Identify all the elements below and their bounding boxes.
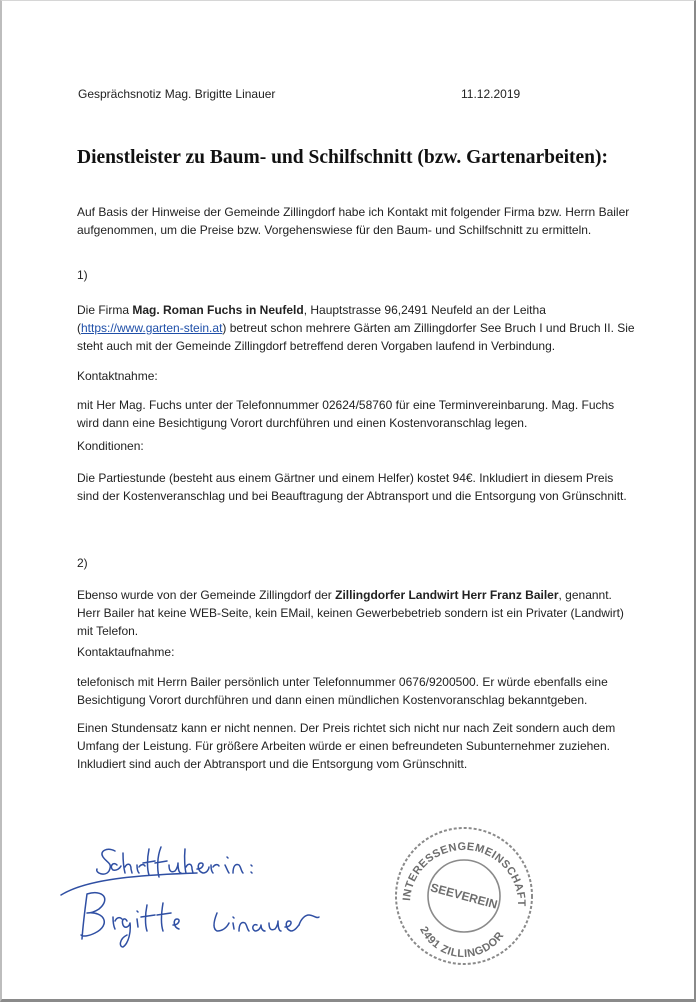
section-2-text-post: , genannt. Herr Bailer hat keine WEB-Seite, kein EMail, keinen Gewerbebetrieb sondern ist ein Privater (Landwirt) mit Telefon.: [77, 588, 624, 638]
firm-name: Mag. Roman Fuchs in Neufeld: [132, 303, 304, 317]
club-seal-stamp: [388, 821, 536, 971]
firm-intro-text: Die Firma: [77, 303, 133, 317]
section-2-contact-heading: Kontaktaufnahme:: [77, 645, 175, 659]
svg-text:INTERESSENGEMEINSCHAFT: INTERESSENGEMEINSCHAFT: [401, 840, 528, 907]
link-paren-open: (: [77, 321, 81, 335]
section-2-text-pre: Ebenso wurde von der Gemeinde Zillingdorf der: [77, 588, 336, 602]
section-2-rate-text: Einen Stundensatz kann er nicht nennen. Der Preis richtet sich nicht nur nach Zeit sondern auch dem Umfang der Leistung. Für größere Arbeiten würde er einen befreundeten Subunternehmer zuziehen. Inkludiert sind auch der Abtransport und die Entsorgung vom Grünschnitt.: [77, 721, 616, 771]
section-2-paragraph: [77, 586, 637, 640]
section-1-number: 1): [77, 268, 88, 282]
section-1-contact-heading: Kontaktnahme:: [77, 369, 158, 383]
link-paren-close: ): [222, 321, 227, 335]
svg-text:SEEVEREIN: SEEVEREIN: [429, 880, 499, 912]
section-1-conditions-text: Die Partiestunde (besteht aus einem Gärtner und einem Helfer) kostet 94€. Inkludiert in diesem Preis sind der Kostenveranschlag und bei Beauftragung der Abtransport und die Entsorgung von Grünschnitt.: [77, 471, 627, 503]
section-2-number: 2): [77, 556, 88, 570]
farmer-name: Zillingdorfer Landwirt Herr Franz Bailer: [335, 588, 559, 602]
section-1-firm-paragraph: [77, 301, 637, 355]
intro-paragraph: Auf Basis der Hinweise der Gemeinde Zillingdorf habe ich Kontakt mit folgender Firma bzw. Herrn Bailer aufgenommen, um die Preise bzw. Vorgehenswiese für den Baum- und Schilfschnitt zu ermitteln.: [77, 205, 630, 237]
section-1-conditions-heading: Konditionen:: [77, 439, 144, 453]
memo-date: 11.12.2019: [461, 87, 521, 101]
section-2-contact-text: telefonisch mit Herrn Bailer persönlich unter Telefonnummer 0676/9200500. Er würde ebenfalls eine Besichtigung Vorort durchführen und dann einen mündlichen Kostenvoranschlag bekanntgeben.: [77, 675, 608, 707]
document-title: Dienstleister zu Baum- und Schilfschnitt (bzw. Gartenarbeiten):: [77, 147, 608, 168]
firm-website-link[interactable]: https://www.garten-stein.at: [81, 321, 223, 335]
firm-address: , Hauptstrasse 96,2491 Neufeld an der Leitha: [303, 303, 546, 317]
handwritten-signature: [57, 839, 357, 949]
firm-description: betreut schon mehrere Gärten am Zillingdorfer See Bruch I und Bruch II. Sie steht auch mit der Gemeinde Zillingdorf betreffend deren Vorgaben laufend in Verbindung.: [77, 321, 635, 353]
section-1-contact-text: mit Her Mag. Fuchs unter der Telefonnummer 02624/58760 für eine Terminvereinbarung. Mag. Fuchs wird dann eine Besichtigung Vorort durchführen und einen Kostenvoranschlag legen.: [77, 398, 615, 430]
svg-text:2491 ZILLINGDORF: 2491 ZILLINGDOR: [417, 924, 507, 961]
memo-header: Gesprächsnotiz Mag. Brigitte Linauer: [78, 87, 276, 101]
